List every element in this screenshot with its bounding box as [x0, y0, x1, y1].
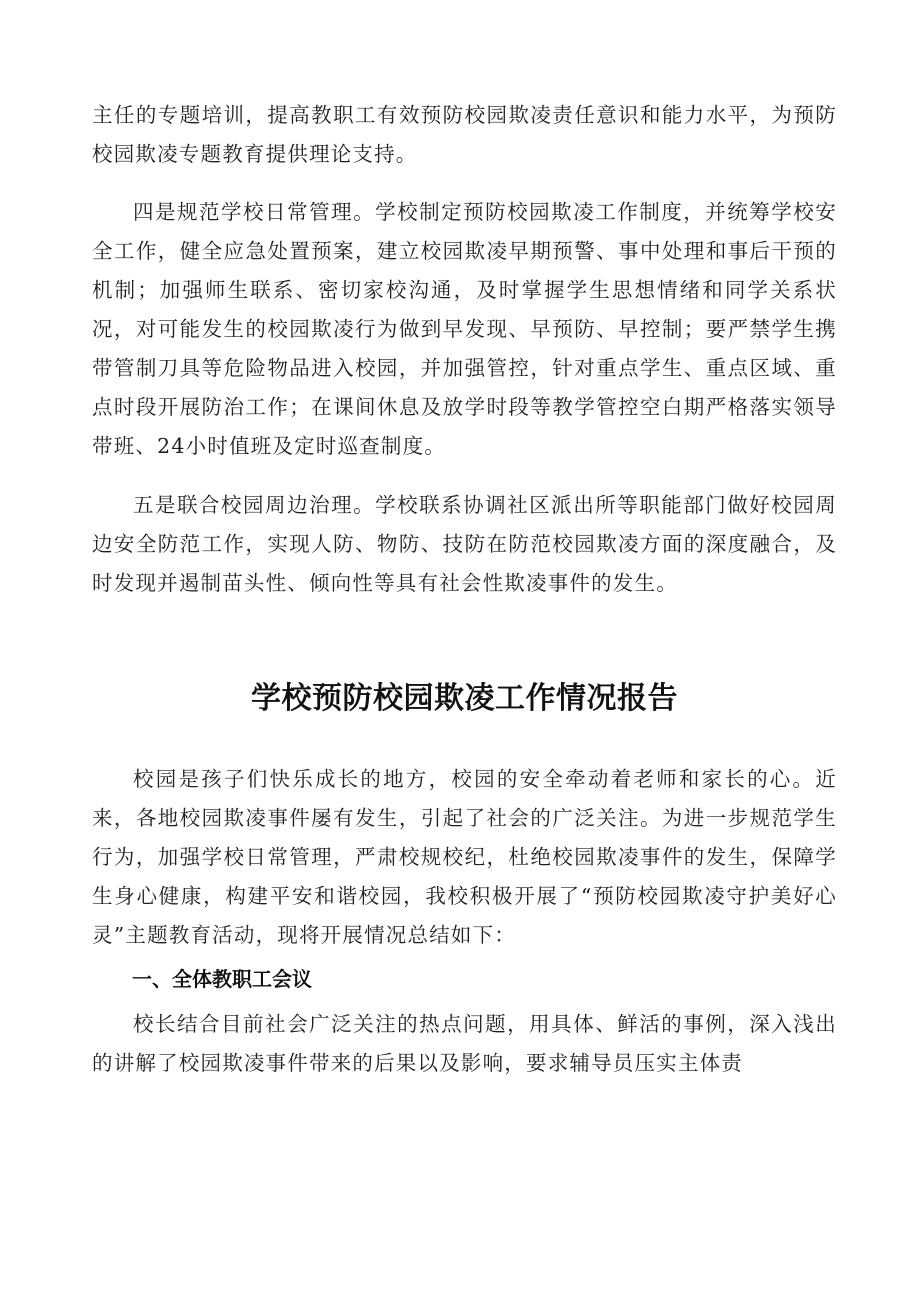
section-one-paragraph: 校长结合目前社会广泛关注的热点问题，用具体、鲜活的事例，深入浅出的讲解了校园欺凌事件带来的后果以及影响，要求辅导员压实主体责 [92, 1012, 837, 1075]
report-intro-paragraph: 校园是孩子们快乐成长的地方，校园的安全牵动着老师和家长的心。近来，各地校园欺凌事件屡有发生，引起了社会的广泛关注。为进一步规范学生行为，加强学校日常管理，严肃校规校纪，杜绝校园欺凌事件的发生，保障学生身心健康，构建平安和谐校园，我校积极开展了“预防校园欺凌守护美好心灵”主题教育活动，现将开展情况总结如下： [92, 767, 837, 947]
report-title: 学校预防校园欺凌工作情况报告 [251, 681, 678, 716]
point-five-paragraph: 五是联合校园周边治理。学校联系协调社区派出所等职能部门做好校园周边安全防范工作，实现人防、物防、技防在防范校园欺凌方面的深度融合，及时发现并遏制苗头性、倾向性等具有社会性欺凌事件的发生。 [92, 493, 837, 595]
document-page [92, 96, 837, 1083]
intro-continuation-paragraph: 主任的专题培训，提高教职工有效预防校园欺凌责任意识和能力水平，为预防校园欺凌专题教育提供理论支持。 [92, 103, 837, 166]
point-four-paragraph: 四是规范学校日常管理。学校制定预防校园欺凌工作制度，并统筹学校安全工作，健全应急处置预案，建立校园欺凌早期预警、事中处理和事后干预的机制；加强师生联系、密切家校沟通，及时掌握学生思想情绪和同学关系状况，对可能发生的校园欺凌行为做到早发现、早预防、早控制；要严禁学生携带管制刀具等危险物品进入校园，并加强管控，针对重点学生、重点区域、重点时段开展防治工作；在课间休息及放学时段等教学管控空白期严格落实领导带班、24小时值班及定时巡查制度。 [92, 200, 837, 458]
section-one-heading: 一、全体教职工会议 [132, 967, 312, 991]
